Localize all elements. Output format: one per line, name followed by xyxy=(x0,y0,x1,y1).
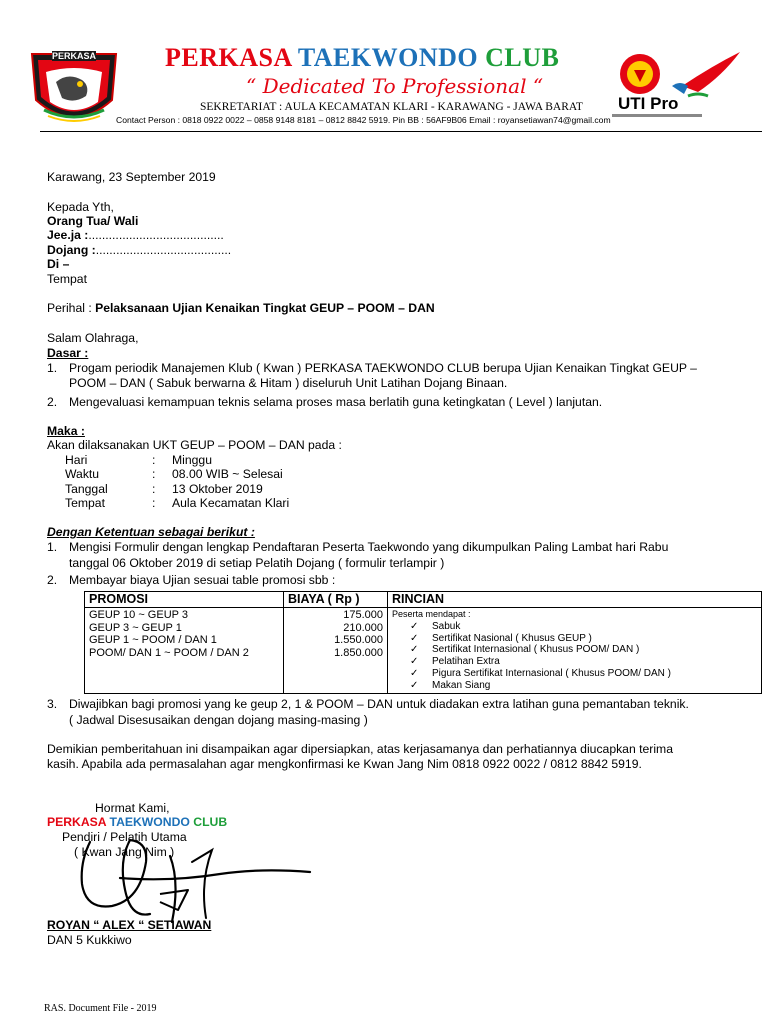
title-taekwondo: TAEKWONDO xyxy=(297,43,479,72)
check-icon: ✓ xyxy=(410,667,419,679)
closing-line1: Demikian pemberitahuan ini disampaikan agar dipersiapkan, atas kerjasamanya dan perhatiannya diucapkan terima xyxy=(47,742,673,756)
perihal xyxy=(47,301,435,316)
dasar-1-line2: POOM – DAN ( Sabuk berwarna & Hitam ) diseluruh Unit Latihan Dojang Binaan. xyxy=(69,376,508,390)
schedule-hari-colon: : xyxy=(152,453,156,467)
signatory-name: ROYAN “ ALEX “ SETIAWAN xyxy=(47,918,212,932)
schedule-hari-label: Hari xyxy=(65,453,88,467)
uti-pro-logo xyxy=(612,46,752,126)
jee-ja-label: Jee.ja : xyxy=(47,228,89,242)
biaya-row: 210.000 xyxy=(343,621,383,634)
schedule-tanggal-label: Tanggal xyxy=(65,482,108,496)
contact-person: Contact Person : 0818 0922 0022 – 0858 9148 8181 – 0812 8842 5919. Pin BB : 56AF9B06 Email : royansetiawan74@gmail.com xyxy=(116,115,611,125)
sig-taekwondo: TAEKWONDO xyxy=(109,815,190,829)
promosi-row: GEUP 10 ~ GEUP 3 xyxy=(89,609,188,621)
rincian-item: ✓ Sabuk xyxy=(392,621,757,633)
dasar-1-line1: Progam periodik Manajemen Klub ( Kwan ) PERKASA TAEKWONDO CLUB berupa Ujian Kenaikan Tingkat GEUP – xyxy=(69,361,697,375)
check-icon: ✓ xyxy=(410,644,419,656)
check-icon: ✓ xyxy=(410,620,419,632)
rincian-item: ✓ Pelatihan Extra xyxy=(392,656,757,668)
schedule-tanggal-value: 13 Oktober 2019 xyxy=(172,482,263,496)
closing-line2: kasih. Apabila ada permasalahan agar mengkonfirmasi ke Kwan Jang Nim 0818 0922 0022 / 0812 8842 5919. xyxy=(47,757,642,771)
club-title xyxy=(165,43,559,73)
dojang-label: Dojang : xyxy=(47,243,96,257)
rincian-item: ✓ Makan Siang xyxy=(392,680,757,692)
perihal-value: Pelaksanaan Ujian Kenaikan Tingkat GEUP – POOM – DAN xyxy=(95,301,435,315)
jee-ja-dots: ........................................ xyxy=(88,228,224,242)
letter-date: Karawang, 23 September 2019 xyxy=(47,170,216,184)
header-divider xyxy=(40,131,762,132)
promosi-row: POOM/ DAN 1 ~ POOM / DAN 2 xyxy=(89,646,249,659)
schedule-waktu-colon: : xyxy=(152,467,156,481)
ketentuan-3-num: 3. xyxy=(47,697,58,711)
dasar-heading: Dasar : xyxy=(47,346,89,360)
promosi-row: GEUP 1 ~ POOM / DAN 1 xyxy=(89,634,217,646)
schedule-tanggal-colon: : xyxy=(152,482,156,496)
sig-club: CLUB xyxy=(193,815,228,829)
rincian-item: ✓ Sertifikat Internasional ( Khusus POOM/ DAN ) xyxy=(392,644,757,656)
ketentuan-3-line1: Diwajibkan bagi promosi yang ke geup 2, 1 & POOM – DAN untuk diadakan extra latihan guna pemantaban teknik. xyxy=(69,697,689,711)
rincian-cell xyxy=(388,608,762,694)
sekretariat: SEKRETARIAT : AULA KECAMATAN KLARI - KARAWANG - JAWA BARAT xyxy=(200,101,583,113)
ketentuan-1-line2: tanggal 06 Oktober 2019 di setiap Pelatih Dojang ( formulir terlampir ) xyxy=(69,556,445,570)
header-rincian: RINCIAN xyxy=(388,592,762,608)
header-biaya: BIAYA ( Rp ) xyxy=(284,592,388,608)
schedule-tempat-label: Tempat xyxy=(65,496,105,510)
signature-role2: ( Kwan Jang Nim ) xyxy=(74,845,175,859)
kepada-yth: Kepada Yth, xyxy=(47,200,114,214)
motto: “ Dedicated To Professional “ xyxy=(246,74,544,98)
salam: Salam Olahraga, xyxy=(47,331,139,345)
perihal-label: Perihal : xyxy=(47,301,96,315)
dasar-2-num: 2. xyxy=(47,395,58,409)
handwritten-signature xyxy=(60,822,320,932)
schedule-tempat-value: Aula Kecamatan Klari xyxy=(172,496,290,510)
document-footer: RAS. Document File - 2019 xyxy=(44,1003,157,1014)
biaya-row: 1.850.000 xyxy=(334,646,383,659)
promosi-cell xyxy=(85,608,284,694)
dasar-1-num: 1. xyxy=(47,361,58,375)
ketentuan-1-num: 1. xyxy=(47,540,58,554)
biaya-cell xyxy=(284,608,388,694)
hormat-kami: Hormat Kami, xyxy=(95,801,170,815)
di-label: Di – xyxy=(47,257,70,271)
biaya-row: 175.000 xyxy=(343,609,383,621)
ketentuan-heading: Dengan Ketentuan sebagai berikut : xyxy=(47,525,255,539)
ketentuan-1-line1: Mengisi Formulir dengan lengkap Pendaftaran Peserta Taekwondo yang dikumpulkan Paling Lambat hari Rabu xyxy=(69,540,669,554)
title-club: CLUB xyxy=(485,43,560,72)
promotion-table xyxy=(84,591,762,694)
maka-heading: Maka : xyxy=(47,424,85,438)
maka-intro: Akan dilaksanakan UKT GEUP – POOM – DAN pada : xyxy=(47,438,342,452)
dojang-dots: ........................................ xyxy=(95,243,232,257)
promosi-row: GEUP 3 ~ GEUP 1 xyxy=(89,621,182,634)
tempat-label: Tempat xyxy=(47,272,87,286)
title-perkasa: PERKASA xyxy=(165,43,292,72)
club-logo xyxy=(24,42,124,132)
rincian-item: ✓ Pigura Sertifikat Internasional ( Khusus POOM/ DAN ) xyxy=(392,668,757,680)
ketentuan-2-line1: Membayar biaya Ujian sesuai table promosi sbb : xyxy=(69,573,336,587)
rincian-item: ✓ Sertifikat Nasional ( Khusus GEUP ) xyxy=(392,633,757,645)
header-promosi: PROMOSI xyxy=(85,592,284,608)
schedule-waktu-value: 08.00 WIB ~ Selesai xyxy=(172,467,283,481)
signatory-rank: DAN 5 Kukkiwo xyxy=(47,933,132,947)
ketentuan-2-num: 2. xyxy=(47,573,58,587)
jee-ja-field xyxy=(47,228,224,243)
uti-pro-text: UTI Pro xyxy=(618,94,679,113)
check-icon: ✓ xyxy=(410,632,419,644)
club-logo-text: PERKASA xyxy=(52,51,97,61)
sig-perkasa: PERKASA xyxy=(47,815,107,829)
check-icon: ✓ xyxy=(410,656,419,668)
dasar-2-line1: Mengevaluasi kemampuan teknis selama proses masa berlatih guna ketingkatan ( Level ) lanjutan. xyxy=(69,395,603,409)
signature-role: Pendiri / Pelatih Utama xyxy=(62,830,187,844)
dojang-field xyxy=(47,243,231,258)
check-icon: ✓ xyxy=(410,679,419,691)
ketentuan-3-line2: ( Jadwal Disesusaikan dengan dojang masing-masing ) xyxy=(69,713,368,727)
recipient: Orang Tua/ Wali xyxy=(47,214,139,228)
rincian-intro: Peserta mendapat : xyxy=(392,609,471,619)
schedule-tempat-colon: : xyxy=(152,496,156,510)
biaya-row: 1.550.000 xyxy=(334,634,383,646)
schedule-waktu-label: Waktu xyxy=(65,467,100,481)
schedule-hari-value: Minggu xyxy=(172,453,212,467)
